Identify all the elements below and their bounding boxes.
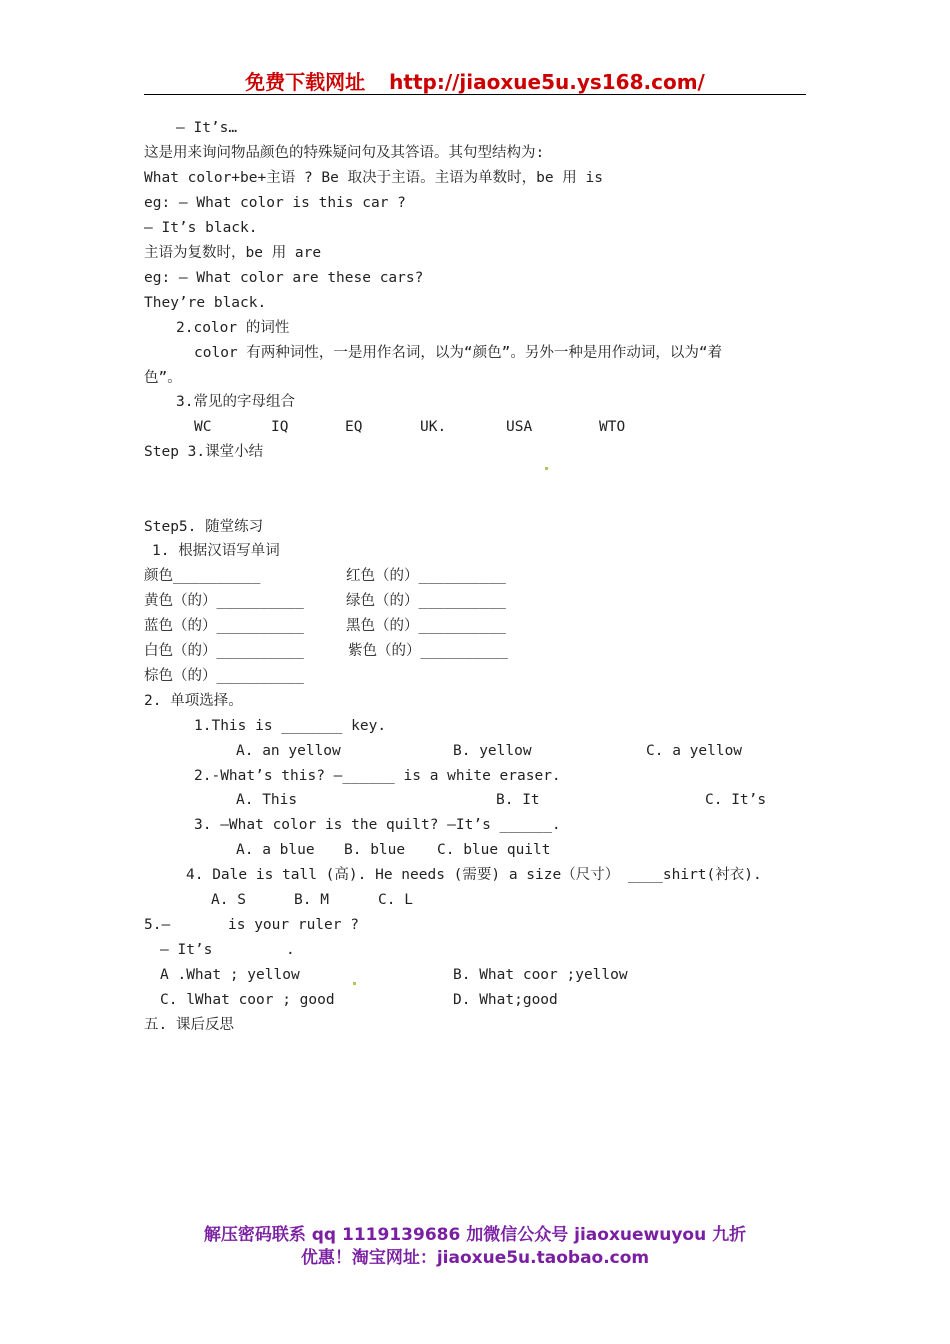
text-line: eg: — What color is this car ? (144, 195, 406, 211)
text-line: — It’s (160, 942, 213, 958)
text-line: WTO (599, 419, 626, 435)
text-line: 这是用来询问物品颜色的特殊疑问句及其答语。其句型结构为: (144, 145, 545, 161)
text-line: 黄色（的）__________ (144, 593, 304, 609)
text-line: UK. (420, 419, 447, 435)
text-line: . (286, 942, 295, 958)
text-line: Step 3.课堂小结 (144, 444, 264, 460)
text-line: C. It’s (705, 792, 767, 808)
text-line: 颜色__________ (144, 568, 261, 584)
text-line: D. What;good (453, 992, 558, 1008)
text-line: WC (194, 419, 212, 435)
text-line: color 有两种词性，一是用作名词，以为“颜色”。另外一种是用作动词，以为“着 (194, 345, 723, 361)
text-line: 主语为复数时，be 用 are (144, 245, 322, 261)
text-line: 2.-What’s this? —______ is a white eraser. (194, 768, 561, 784)
text-line: C. L (378, 892, 413, 908)
text-line: They’re black. (144, 295, 267, 311)
text-line: 棕色（的）__________ (144, 668, 304, 684)
text-line: eg: — What color are these cars? (144, 270, 424, 286)
speck-mark (353, 982, 356, 985)
page-header (0, 66, 950, 95)
text-line: is your ruler ? (228, 917, 359, 933)
text-line: 2.color 的词性 (176, 320, 290, 336)
text-line: B. yellow (453, 743, 532, 759)
text-line: 紫色（的）__________ (348, 643, 508, 659)
text-line: 色”。 (144, 370, 182, 386)
text-line: Step5. 随堂练习 (144, 519, 264, 535)
text-line: A. S (211, 892, 246, 908)
text-line: 蓝色（的）__________ (144, 618, 304, 634)
text-line: A. a blue (236, 842, 315, 858)
text-line: 五. 课后反思 (144, 1017, 234, 1033)
text-line: — It’s… (176, 120, 238, 136)
text-line: 1. 根据汉语写单词 (152, 543, 280, 559)
header-label: 免费下载网址 (245, 70, 366, 94)
text-line: B. What coor ;yellow (453, 967, 628, 983)
text-line: 绿色（的）__________ (346, 593, 506, 609)
text-line: 白色（的）__________ (144, 643, 304, 659)
text-line: A. an yellow (236, 743, 341, 759)
text-line: B. It (496, 792, 540, 808)
header-rule (144, 94, 806, 95)
footer-line-2: 优惠！淘宝网址：jiaoxue5u.taobao.com (300, 1248, 650, 1268)
text-line: A. This (236, 792, 298, 808)
text-line: — It’s black. (144, 220, 258, 236)
speck-mark (545, 467, 548, 470)
text-line: 3.常见的字母组合 (176, 394, 295, 410)
text-line: 2. 单项选择。 (144, 693, 243, 709)
text-line: 3. —What color is the quilt? —It’s ______. (194, 817, 561, 833)
text-line: 红色（的）__________ (346, 568, 506, 584)
text-line: 黑色（的）__________ (346, 618, 506, 634)
text-line: 4. Dale is tall (高). He needs (需要) a size（尺寸） ____shirt(衬衣). (186, 867, 762, 883)
text-line: C. blue quilt (437, 842, 551, 858)
text-line: What color+be+主语 ? Be 取决于主语。主语为单数时，be 用 is (144, 170, 603, 186)
text-line: C. a yellow (646, 743, 743, 759)
text-line: IQ (271, 419, 289, 435)
footer-line-1: 解压密码联系 qq 1119139686 加微信公众号 jiaoxuewuyou 九折 (203, 1225, 747, 1245)
text-line: B. blue (344, 842, 406, 858)
text-line: A .What ; yellow (160, 967, 300, 983)
text-line: C. lWhat coor ; good (160, 992, 335, 1008)
header-url-link[interactable]: http://jiaoxue5u.ys168.com/ (389, 70, 705, 94)
text-line: EQ (345, 419, 363, 435)
text-line: USA (506, 419, 533, 435)
text-line: B. M (294, 892, 329, 908)
text-line: 1.This is _______ key. (194, 718, 387, 734)
text-line: 5.— (144, 917, 171, 933)
